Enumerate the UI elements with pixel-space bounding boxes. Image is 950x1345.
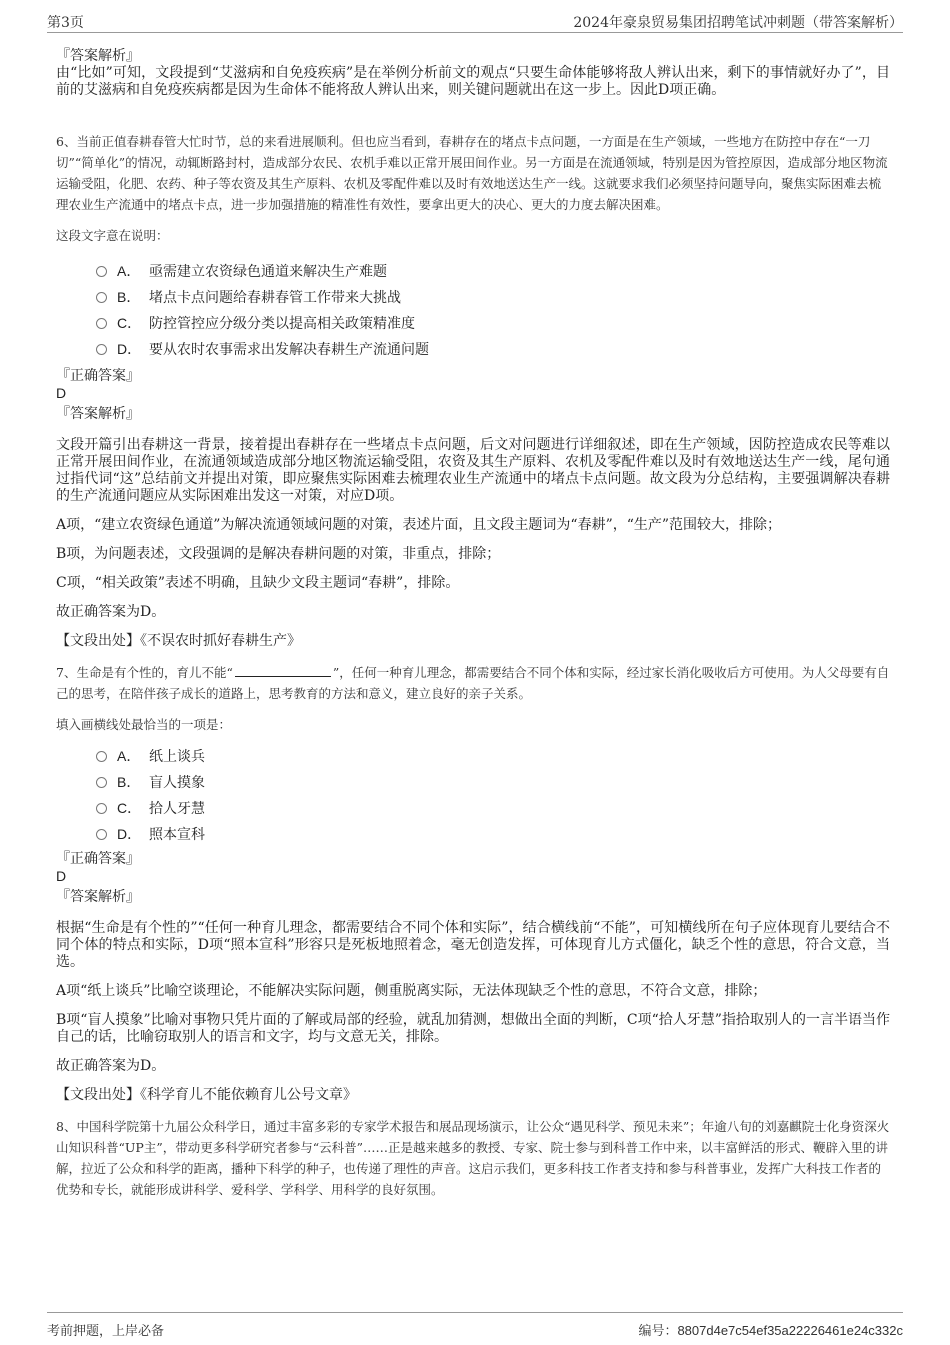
q6-number: 6、 [56, 134, 77, 149]
option-text: 盲人摸象 [149, 775, 205, 791]
option-letter: D． [117, 826, 142, 842]
option-text: 拾人牙慧 [149, 801, 205, 817]
q5-analysis-label: 『答案解析』 [56, 48, 140, 64]
q7-stem-post: ”，任何一种育儿理念，都需要结合不同个体和实际，经过家长消化吸收后方可使用。为人父母要有自己的思考，在陪伴孩子成长的道路上，思考教育的方法和意义，建立良好的亲子关系。 [56, 665, 890, 701]
q6-stem-text: 当前正值春耕春管大忙时节，总的来看进展顺利。但也应当看到，春耕存在的堵点卡点问题，一方面是在生产领域，一些地方在防控中存在“一刀切”“简单化”的情况，动辄断路封村，造成部分农民、农机手难以正常开展田间作业。另一方面是在流通领域，特别是因为管控原因，造成部分地区物流运输受阻，化肥、农药、种子等农资及其生产原料、农机及零配件难以及时有效地送达生产一线。这就要求我们必须坚持问题导向，聚焦实际困难去梳理农业生产流通中的堵点卡点，进一步加强措施的精准性有效性，要拿出更大的决心、更大的力度去解决困难。 [56, 134, 888, 212]
document-code: 编号：8807d4e7c54ef35a22226461e24c332c [638, 1323, 903, 1338]
q7-analysis-conclusion: 故正确答案为D。 [56, 1058, 166, 1074]
q7-options [96, 743, 890, 847]
page-number: 第3页 [47, 15, 84, 31]
q7-option-b[interactable] [96, 769, 890, 795]
page-footer [47, 1312, 903, 1339]
radio-icon[interactable] [96, 266, 107, 277]
q7-stem-pre: 生命是有个性的，育儿不能“ [76, 665, 233, 680]
q6-analysis-label: 『答案解析』 [56, 406, 140, 422]
q7-correct-label: 『正确答案』 [56, 851, 140, 867]
footer-slogan: 考前押题，上岸必备 [47, 1324, 165, 1339]
q7-option-a[interactable] [96, 743, 890, 769]
q6-option-a[interactable] [96, 258, 890, 284]
q7-prompt: 填入画横线处最恰当的一项是： [56, 717, 232, 732]
page-header [47, 12, 903, 33]
radio-icon[interactable] [96, 318, 107, 329]
q7-analysis-a: A项“纸上谈兵”比喻空谈理论，不能解决实际问题，侧重脱离实际，无法体现缺乏个性的意思，不符合文意，排除； [56, 983, 767, 999]
option-letter: A． [117, 748, 141, 764]
q6-options [96, 258, 890, 362]
q6-option-c[interactable] [96, 310, 890, 336]
q8-stem-text: 中国科学院第十九届公众科学日，通过丰富多彩的专家学术报告和展品现场演示，让公众“遇见科学、预见未来”；年逾八旬的刘嘉麒院士化身资深火山知识科普“UP主”，带动更多科学研究者参与“云科普”……正是越来越多的教授、专家、院士参与到科普工作中来，以丰富鲜活的形式、鞭辟入里的讲解，拉近了公众和科学的距离，播种下科学的种子，也传递了理性的声音。这启示我们，更多科技工作者支持和参与科普事业，发挥广大科技工作者的优势和专长，就能形成讲科学、爱科学、学科学、用科学的良好氛围。 [56, 1119, 890, 1197]
option-letter: A． [117, 263, 141, 279]
radio-icon[interactable] [96, 344, 107, 355]
option-text: 亟需建立农资绿色通道来解决生产难题 [149, 264, 387, 280]
q6-analysis-b: B项，为问题表述，文段强调的是解决春耕问题的对策，非重点，排除； [56, 546, 501, 562]
option-text: 堵点卡点问题给春耕春管工作带来大挑战 [149, 290, 401, 306]
fill-blank [235, 664, 331, 677]
radio-icon[interactable] [96, 829, 107, 840]
q6-correct-label: 『正确答案』 [56, 368, 140, 384]
q7-source [56, 1087, 890, 1104]
option-letter: C． [117, 315, 142, 331]
source-title: 《不误农时抓好春耕生产》 [140, 633, 301, 649]
q6-analysis-main: 文段开篇引出春耕这一背景，接着提出春耕存在一些堵点卡点问题，后文对问题进行详细叙述，即在生产领域，因防控造成农民等难以正常开展田间作业，在流通领域造成部分地区物流运输受阻，农资及其生产原料、农机及零配件难以及时有效地送达生产一线，尾句通过指代词“这”总结前文并提出对策，即应聚焦实际困难去梳理农业生产流通中的堵点卡点问题。故文段为分总结构，主要强调解决春耕的生产流通问题应从实际困难出发这一对策，对应D项。 [56, 437, 890, 504]
option-text: 防控管控应分级分类以提高相关政策精准度 [149, 316, 415, 332]
q7-stem [56, 662, 890, 704]
q6-analysis-conclusion: 故正确答案为D。 [56, 604, 166, 620]
q6-analysis-a: A项，“建立农资绿色通道”为解决流通领域问题的对策，表述片面，且文段主题词为“春耕”，“生产”范围较大，排除； [56, 517, 782, 533]
option-letter: C． [117, 800, 142, 816]
q6-source [56, 633, 890, 650]
radio-icon[interactable] [96, 751, 107, 762]
q7-number: 7、 [56, 665, 77, 680]
q5-analysis-text: 由“比如”可知，文段提到“艾滋病和自免疫疾病”是在举例分析前文的观点“只要生命体能够将敌人辨认出来，剩下的事情就好办了”，目前的艾滋病和自免疫疾病都是因为生命体不能将敌人辨认出来，则关键问题就出在这一步上。因此D项正确。 [56, 65, 890, 98]
source-title: 《科学育儿不能依赖育儿公号文章》 [140, 1087, 357, 1103]
q7-analysis-bc: B项“盲人摸象”比喻对事物只凭片面的了解或局部的经验，就乱加猜测，想做出全面的判断，C项“拾人牙慧”指拾取别人的一言半语当作自己的话，比喻窃取别人的语言和文字，均与文意无关，排除。 [56, 1012, 890, 1045]
q7-answer: D [56, 868, 67, 884]
q7-analysis-main: 根据“生命是有个性的”“任何一种育儿理念，都需要结合不同个体和实际”，结合横线前“不能”，可知横线所在句子应体现育儿要结合不同个体的特点和实际，D项“照本宣科”形容只是死板地照着念，毫无创造发挥，可体现育儿方式僵化，缺乏个性的意思，符合文意，当选。 [56, 920, 890, 970]
document-title: 2024年豪泉贸易集团招聘笔试冲刺题（带答案解析） [573, 15, 903, 31]
q7-option-c[interactable] [96, 795, 890, 821]
source-label: 【文段出处】 [56, 633, 140, 649]
q6-prompt: 这段文字意在说明： [56, 228, 169, 243]
option-letter: B． [117, 774, 141, 790]
page-content [56, 48, 890, 1200]
option-letter: B． [117, 289, 141, 305]
q6-option-d[interactable] [96, 336, 890, 362]
q6-option-b[interactable] [96, 284, 890, 310]
source-label: 【文段出处】 [56, 1087, 140, 1103]
radio-icon[interactable] [96, 777, 107, 788]
radio-icon[interactable] [96, 292, 107, 303]
q8-stem [56, 1116, 890, 1200]
q8-number: 8、 [56, 1119, 77, 1134]
option-text: 要从农时农事需求出发解决春耕生产流通问题 [149, 342, 429, 358]
option-text: 纸上谈兵 [149, 749, 205, 765]
radio-icon[interactable] [96, 803, 107, 814]
q6-stem [56, 131, 890, 215]
q7-analysis-label: 『答案解析』 [56, 889, 140, 905]
q6-analysis-c: C项，“相关政策”表述不明确，且缺少文段主题词“春耕”，排除。 [56, 575, 460, 591]
q6-answer: D [56, 385, 67, 401]
option-text: 照本宣科 [149, 827, 205, 843]
option-letter: D． [117, 341, 142, 357]
q7-option-d[interactable] [96, 821, 890, 847]
